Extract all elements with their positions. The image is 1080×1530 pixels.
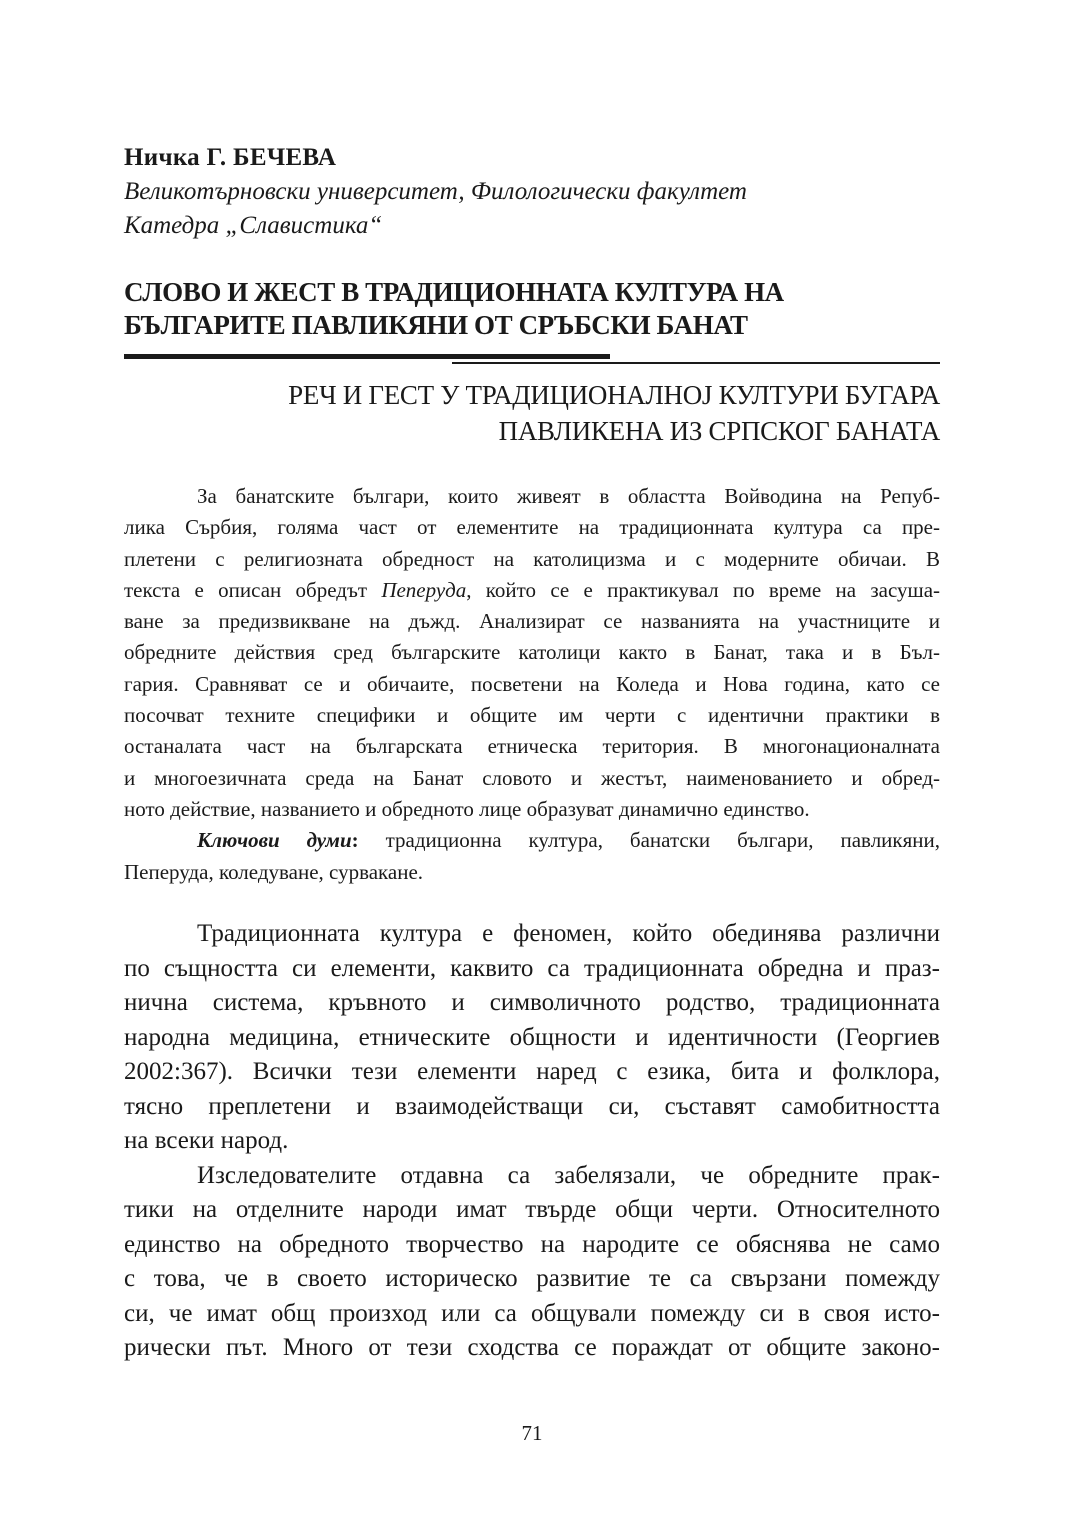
abstract-line: лика Сърбия, голяма част от елементите на традиционната култура са пре- (124, 515, 940, 540)
abstract-ritual-name: Пеперуда (381, 577, 467, 602)
article-page (124, 0, 940, 1530)
body-line: единство на обредното творчество на народите се обяснява не само (124, 1230, 940, 1258)
abstract-line: и многоезичната среда на Банат словото и жестът, наименованието и обред- (124, 765, 940, 790)
abstract-line: обредните действия сред българските католици както в Банат, така и в Бъл- (124, 640, 940, 665)
body-line: тясно преплетени и взаимодействащи си, съставят самобитността (124, 1092, 940, 1120)
abstract-line: посочват техните специфики и общите им черти с идентични практики в (124, 703, 940, 728)
body-line: нична система, кръвното и символичното родство, традиционната (124, 989, 940, 1016)
keywords-colon: : (351, 828, 359, 853)
title-rule-thick (124, 354, 610, 359)
abstract-line: ване за предизвикване на дъжд. Анализират се названията на участниците и (124, 609, 940, 634)
author-affiliation-department: Катедра „Славистика“ (124, 212, 383, 239)
abstract (124, 481, 940, 888)
title-rule-thin (452, 362, 940, 364)
body-line: Традиционната култура е феномен, който обединява различни (197, 920, 940, 947)
abstract-line: плетени с религиозната обредност на католицизма и с модерните обичаи. В (124, 546, 940, 571)
author-affiliation-university: Великотърновски университет, Филологически факултет (124, 178, 747, 205)
abstract-text: , който се е практикувал по време на засуша- (466, 577, 941, 602)
body-line: рически път. Много от тези сходства се пораждат от общите законо- (124, 1334, 940, 1361)
body-paragraph-2 (124, 1159, 940, 1366)
abstract-line-with-italic (124, 575, 940, 606)
keywords-text: традиционна култура, банатски българи, павликяни, (358, 828, 940, 853)
body-text (124, 917, 940, 1366)
keywords-line-2: Пеперуда, коледуване, сурвакане. (124, 859, 424, 884)
keywords-label: Ключови думи (197, 828, 352, 853)
body-line: тики на отделните народи имат твърде общи черти. Относителното (124, 1196, 940, 1223)
body-paragraph-1 (124, 917, 940, 1159)
keywords-line (124, 825, 940, 856)
page-number: 71 (521, 1421, 543, 1445)
abstract-line: ното действие, названието и обредното лице образуват динамично единство. (124, 796, 810, 821)
article-title-line-2: БЪЛГАРИТЕ ПАВЛИКЯНИ ОТ СРЪБСКИ БАНАТ (124, 310, 748, 340)
abstract-text: текста е описан обредът (124, 577, 368, 602)
body-line: на всеки народ. (124, 1127, 289, 1154)
abstract-line: За банатските българи, които живеят в областта Войводина на Репуб- (197, 484, 940, 508)
serbian-title-line-2: ПАВЛИКЕНА ИЗ СРПСКОГ БАНАТА (498, 416, 940, 446)
article-title-line-1: СЛОВО И ЖЕСТ В ТРАДИЦИОННАТА КУЛТУРА НА (124, 277, 784, 307)
abstract-line: останалата част на българската етническа територия. В многонационалната (124, 734, 940, 759)
body-line: с това, че в своето историческо развитие те са свързани помежду (124, 1265, 940, 1292)
abstract-line: гария. Сравняват се и обичаите, посветени на Коледа и Нова година, като се (124, 671, 940, 696)
body-line: народна медицина, етническите общности и идентичности (Георгиев (124, 1023, 940, 1051)
body-line: 2002:367). Всички тези елементи наред с езика, бита и фолклора, (124, 1058, 940, 1085)
body-line: си, че имат общ произход или са общували помежду си в своя исто- (124, 1299, 940, 1327)
body-line: по същността си елементи, каквито са традиционната обредна и праз- (124, 954, 940, 982)
serbian-title-line-1: РЕЧ И ГЕСТ У ТРАДИЦИОНАЛНОЈ КУЛТУРИ БУГАРА (288, 380, 940, 410)
body-line: Изследователите отдавна са забелязали, че обредните прак- (197, 1161, 940, 1189)
author-name: Ничка Г. БЕЧЕВА (124, 144, 337, 171)
